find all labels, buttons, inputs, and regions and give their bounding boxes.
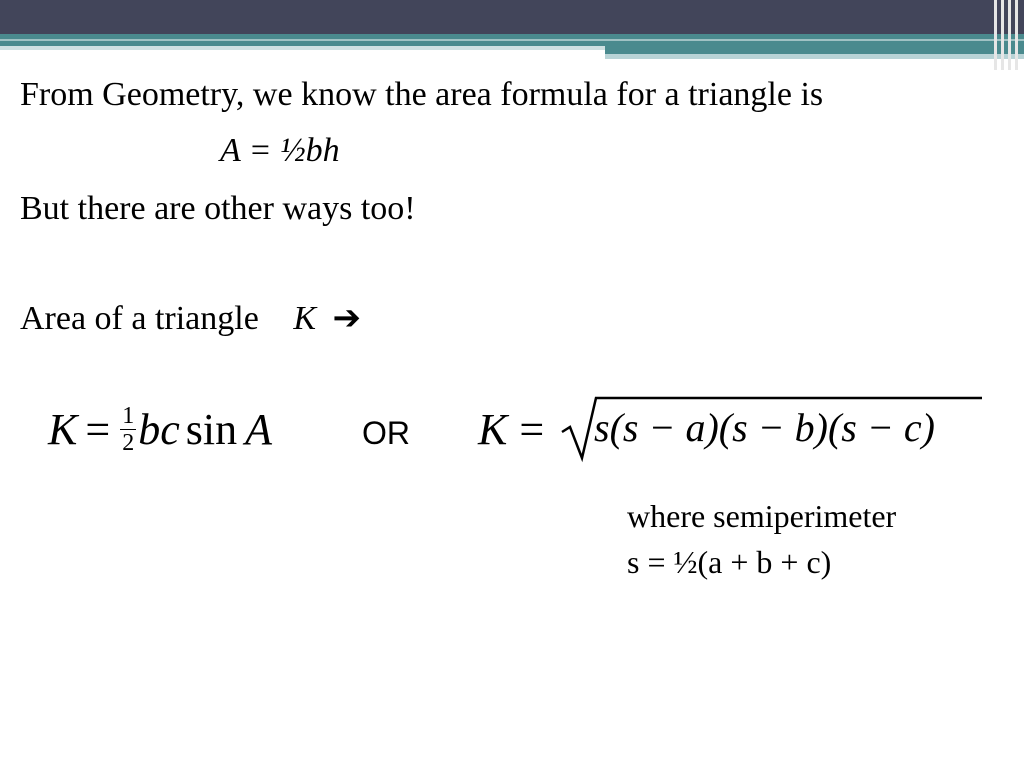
header-vertical-bars	[990, 0, 1024, 70]
header-band-dark	[0, 0, 1024, 34]
formula2-prefix	[478, 405, 545, 454]
semiperimeter-note: where semiperimeter	[627, 498, 897, 534]
formula1-fraction	[120, 404, 136, 455]
formula1-equals: =	[85, 405, 111, 454]
header-band-teal-right	[605, 46, 1024, 54]
formula-heron-radical	[560, 394, 984, 464]
formula2-equals: =	[519, 405, 545, 454]
header-stripe	[0, 39, 1024, 41]
header-band-pale	[0, 46, 605, 50]
radicand: s(s − a)(s − b)(s − c)	[594, 405, 935, 450]
header-band-pale-right	[605, 54, 1024, 59]
formula-sas	[48, 403, 272, 459]
basic-area-formula: A = ½bh	[220, 132, 340, 169]
area-label-line	[20, 302, 361, 336]
formula1-bc: bc	[138, 405, 180, 454]
arrow-right-icon: ➔	[332, 300, 362, 337]
fraction-numerator: 1	[122, 403, 135, 430]
formula1-sin: sin	[185, 405, 238, 454]
formula1-angle: A	[245, 405, 272, 454]
semiperimeter-formula: s = ½(a + b + c)	[627, 544, 832, 580]
other-ways-line: But there are other ways too!	[20, 190, 416, 227]
fraction-denominator: 2	[122, 430, 135, 457]
formula1-lhs: K	[48, 405, 78, 454]
formula2-lhs: K	[478, 405, 508, 454]
area-label: Area of a triangle	[20, 300, 259, 337]
area-symbol: K	[293, 300, 317, 337]
or-label: OR	[362, 415, 410, 451]
intro-line: From Geometry, we know the area formula for a triangle is	[20, 76, 824, 113]
